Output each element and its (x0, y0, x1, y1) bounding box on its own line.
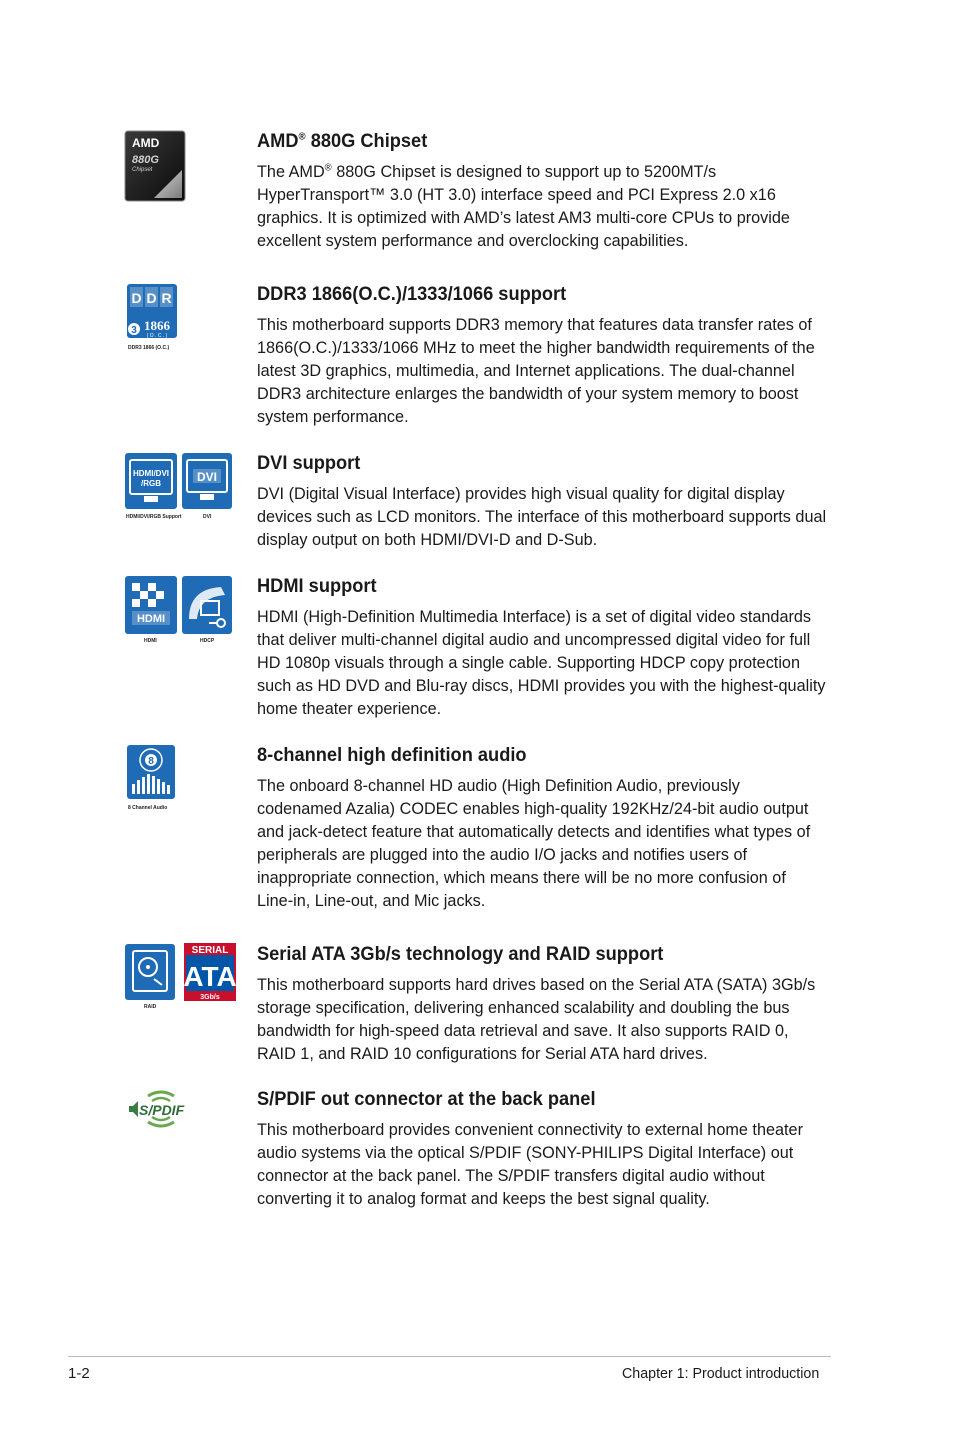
section-title: 8-channel high definition audio (257, 745, 527, 766)
section-title: HDMI support (257, 576, 377, 597)
icon-caption: HDCP (200, 638, 215, 644)
svg-text:DVI: DVI (196, 470, 218, 484)
8-channel-audio-icon (126, 744, 176, 811)
dvi-icon (181, 452, 233, 515)
section-body: DVI (Digital Visual Interface) provides high visual quality for digital display devices such as LCD monitors. The interface of this motherboard supports dual display output on both HDMI/DVI-D and D-Sub. (257, 484, 827, 549)
hdcp-icon (181, 575, 233, 640)
icon-caption: 8 Channel Audio (128, 805, 168, 811)
page-number: 1-2 (68, 1365, 90, 1382)
svg-text:S/PDIF: S/PDIF (139, 1102, 185, 1118)
svg-text:/RGB: /RGB (141, 479, 161, 488)
ddr3-1866-icon (126, 283, 178, 351)
section-body: The onboard 8-channel HD audio (High Definition Audio, previously codenamed Azalia) CODEC enables high-quality 192KHz/24-bit audio output and jack-detect feature that automatically detects and identifies what types of peripherals are plugged into the audio I/O jacks and notifies users of inappropriate connection, which means there will be no more confusion of Line-in, Line-out, and Mic jacks. (257, 776, 811, 910)
footer-divider (68, 1356, 831, 1357)
section-title: AMD® 880G Chipset (257, 131, 428, 152)
icon-caption: RAID (144, 1004, 157, 1010)
svg-text:880G: 880G (132, 154, 159, 166)
svg-text:Chipset: Chipset (132, 167, 153, 173)
svg-text:ATA: ATA (184, 961, 236, 992)
chapter-title: Chapter 1: Product introduction (622, 1365, 820, 1382)
raid-hard-drive-icon (124, 943, 176, 1006)
section-title: DDR3 1866(O.C.)/1333/1066 support (257, 284, 567, 305)
icon-caption: HDMI (144, 638, 157, 644)
svg-text:AMD: AMD (132, 136, 160, 150)
svg-text:D: D (131, 290, 142, 306)
svg-text:3: 3 (131, 325, 137, 336)
icon-caption: HDMI/DVI/RGB Support (126, 514, 182, 520)
amd-880g-chipset-logo (124, 130, 186, 207)
section-body: This motherboard supports hard drives based on the Serial ATA (SATA) 3Gb/s storage specification, delivering enhanced scalability and doubling the bus bandwidth for high-speed data retrieval and save. It also supports RAID 0, RAID 1, and RAID 10 configurations for Serial ATA hard drives. (257, 975, 816, 1063)
svg-text:( O . C . ): ( O . C . ) (146, 333, 168, 339)
icon-caption: DDR3 1866 (O.C.) (128, 345, 170, 351)
section-body: This motherboard provides convenient connectivity to external home theater audio systems via the optical S/PDIF (SONY-PHILIPS Digital Interface) out connector at the back panel. The S/PDIF transfers digital audio without converting it to analog format and keeps the best signal quality. (257, 1120, 803, 1208)
svg-text:R: R (161, 290, 172, 306)
svg-text:HDMI: HDMI (136, 613, 166, 625)
spdif-icon (128, 1088, 194, 1137)
hdmi-dvi-rgb-icon (124, 452, 178, 515)
svg-text:SERIAL: SERIAL (191, 945, 229, 956)
section-body: The AMD® 880G Chipset is designed to support up to 5200MT/s HyperTransport™ 3.0 (HT 3.0) interface speed and PCI Express 2.0 x16 graphics. It is optimized with AMD’s latest AM3 multi-core CPUs to provide excellent system performance and overclocking capabilities. (257, 162, 790, 250)
svg-text:8: 8 (148, 756, 154, 767)
svg-text:HDMI/DVI: HDMI/DVI (133, 469, 169, 478)
svg-text:1866: 1866 (144, 318, 170, 333)
icon-caption: DVI (203, 514, 212, 520)
section-title: Serial ATA 3Gb/s technology and RAID support (257, 944, 664, 965)
section-body: HDMI (High-Definition Multimedia Interface) is a set of digital video standards that deliver multi-channel digital audio and uncompressed digital video for full HD 1080p visuals through a single cable. Supporting HDCP copy protection such as HD DVD and Blu-ray discs, HDMI provides you with the highest-quality home theater experience. (257, 607, 826, 718)
hdmi-icon (124, 575, 178, 640)
section-title: DVI support (257, 453, 361, 474)
section-body: This motherboard supports DDR3 memory that features data transfer rates of 1866(O.C.)/1333/1066 MHz to meet the higher bandwidth requirements of the latest 3D graphics, multimedia, and Internet applications. The dual-channel DDR3 architecture enlarges the bandwidth of your system memory to boost system performance. (257, 315, 815, 426)
serial-ata-3gbs-logo (184, 943, 236, 1006)
svg-text:3Gb/s: 3Gb/s (200, 994, 220, 1001)
svg-text:D: D (146, 290, 157, 306)
section-title: S/PDIF out connector at the back panel (257, 1089, 596, 1110)
